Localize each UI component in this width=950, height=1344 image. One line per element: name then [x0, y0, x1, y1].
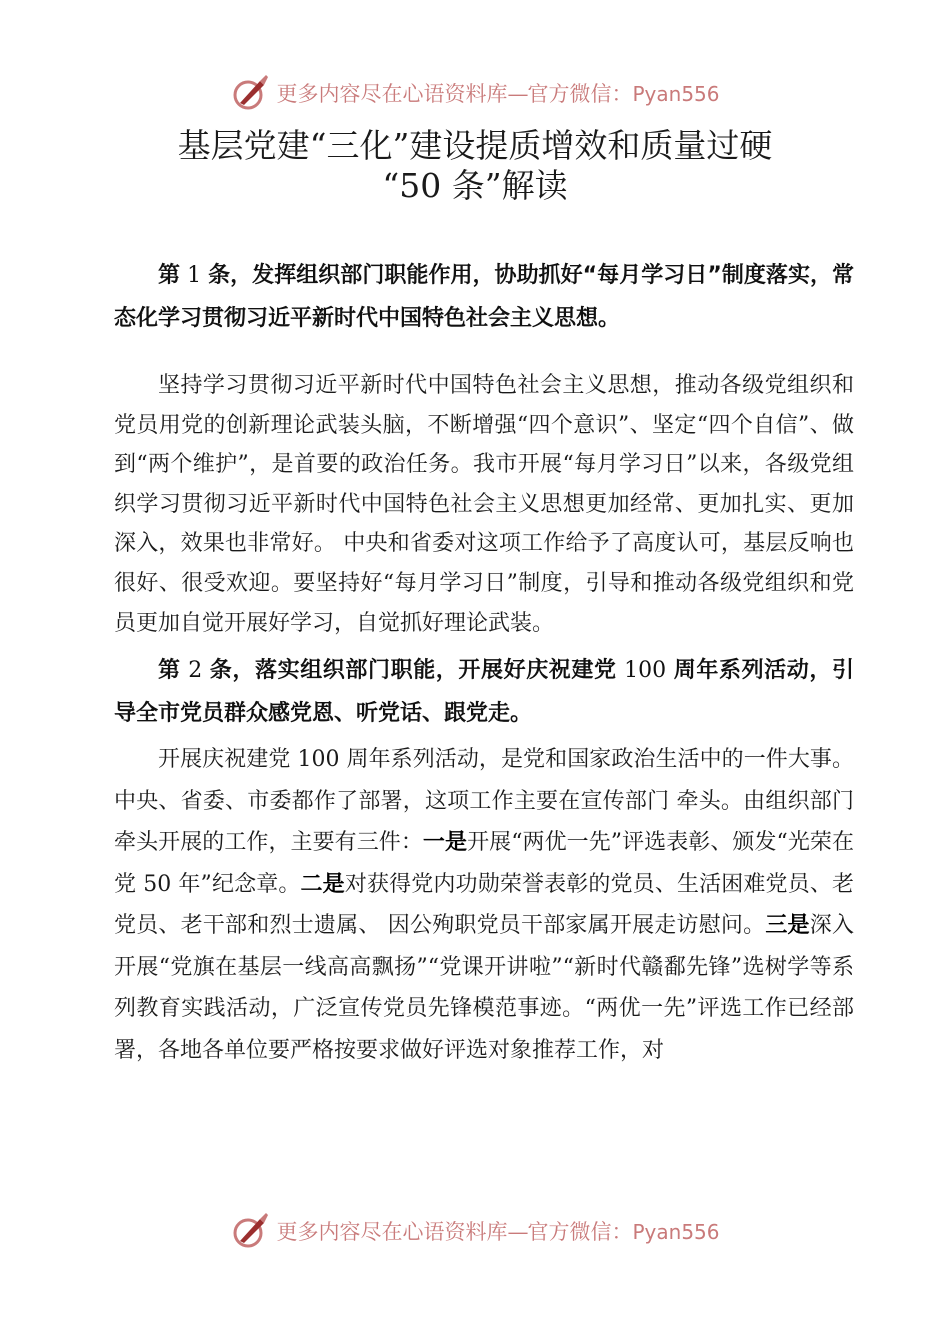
header-banner — [0, 70, 950, 116]
banner-text — [276, 1216, 719, 1246]
article-2-number-100: 100 — [616, 658, 674, 684]
article-2-number: 2 — [180, 658, 210, 684]
quill-seal-icon — [230, 73, 270, 113]
point-1-text: 开展“两优一先”评选表彰、颁发“光荣在党 50 年”纪念章。 — [114, 830, 854, 897]
banner-wechat-id: Pyan556 — [632, 82, 720, 106]
title-line-1: 基层党建“三化”建设提质增效和质量过硬 — [177, 126, 773, 165]
banner-library-name: 更多内容尽在心语资料库 — [276, 1220, 508, 1244]
article-2-heading-text-b: 周年系列活动，引导全市党员群众感党恩、听党话、跟党走。 — [114, 658, 854, 727]
banner-wechat-label: 官方微信： — [527, 82, 633, 106]
footer-banner — [0, 1208, 950, 1254]
article-2-heading-text-a: 条，落实组织部门职能，开展好庆祝建党 — [209, 658, 617, 684]
banner-separator: — — [507, 82, 528, 106]
article-1-body: 坚持学习贯彻习近平新时代中国特色社会主义思想，推动各级党组织和党员用党的创新理论武装头脑，不断增强“四个意识”、坚定“四个自信”、做到“两个维护”，是首要的政治任务。我市开展“每月学习日”以来，各级党组织学习贯彻习近平新时代中国特色社会主义思想更加经常、更加扎实、更加深入，效果也非常好。 中央和省委对这项工作给予了高度认可，基层反响也很好、很受欢迎。要坚持好“每月学习日”制度，引导和推动各级党组织和党员更加自觉开展好学习，自觉抓好理论武装。 — [114, 373, 854, 636]
banner-text — [276, 78, 719, 108]
title-line-2: “50 条”解读 — [382, 166, 568, 205]
article-2-body — [114, 739, 854, 1071]
article-1-number: 1 — [180, 263, 209, 288]
banner-separator: — — [507, 1220, 528, 1244]
document-body — [114, 254, 854, 1071]
banner-library-name: 更多内容尽在心语资料库 — [276, 82, 508, 106]
point-2-label: 二是 — [300, 871, 345, 897]
point-3-text: 深入开展“党旗在基层一线高高飘扬”“党课开讲啦”“新时代赣鄱先锋”选树学等系列教育实践活动，广泛宣传党员先锋模范事迹。“两优一先”评选工作已经部署，各地各单位要严格按要求做好评选对象推荐工作，对 — [114, 913, 854, 1063]
article-1-heading-text: 条，发挥组织部门职能作用，协助抓好“每月学习日”制度落实，常态化学习贯彻习近平新时代中国特色社会主义思想。 — [114, 263, 855, 331]
point-2-text: 对获得党内功勋荣誉表彰的党员、生活困难党员、老党员、老干部和烈士遗属、 因公殉职党员干部家属开展走访慰问。 — [114, 871, 854, 939]
article-1-heading — [114, 254, 854, 340]
article-1-prefix: 第 — [158, 263, 181, 288]
spacer — [114, 340, 854, 366]
article-2-heading — [114, 649, 854, 735]
point-1-label: 一是 — [422, 830, 468, 856]
quill-seal-icon — [230, 1211, 270, 1251]
banner-wechat-label: 官方微信： — [527, 1220, 633, 1244]
document-title — [0, 126, 950, 206]
banner-wechat-id: Pyan556 — [632, 1220, 720, 1244]
article-2-intro: 开展庆祝建党 100 周年系列活动，是党和国家政治生活中的一件大事。中央、省委、市委都作了部署，这项工作主要在宣传部门 牵头。由组织部门牵头开展的工作，主要有三件： — [114, 747, 854, 856]
article-2-prefix: 第 — [158, 658, 181, 684]
point-3-label: 三是 — [765, 913, 810, 939]
